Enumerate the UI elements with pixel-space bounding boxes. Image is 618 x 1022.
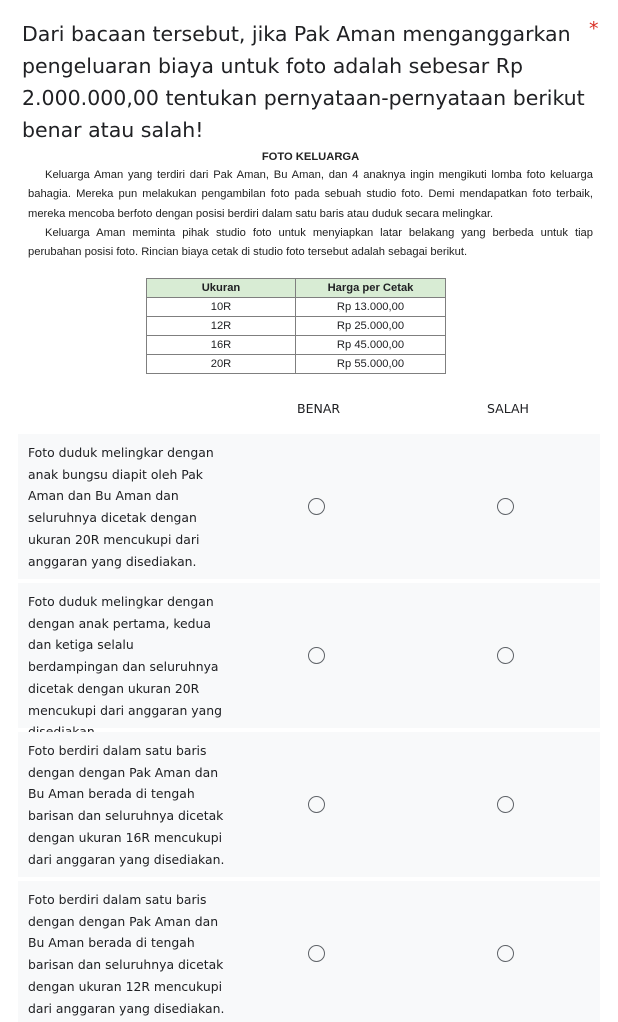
cell-size: 10R bbox=[147, 298, 296, 317]
row-statement: Foto duduk melingkar dengan dengan anak pertama, kedua dan ketiga selalu berdampingan dan seluruhnya dicetak dengan ukuran 20R mencukupi dari anggaran yang bbox=[28, 594, 222, 718]
required-star: * bbox=[589, 18, 599, 40]
cell-price: Rp 45.000,00 bbox=[296, 336, 446, 355]
radio-salah[interactable] bbox=[497, 498, 514, 515]
table-row bbox=[147, 355, 446, 374]
reading-paragraph-1: Keluarga Aman yang terdiri dari Pak Aman, Bu Aman, dan 4 anaknya ingin mengikuti lomba foto keluarga bahagia. Mereka pun melakukan pengambilan foto pada sebuah studio foto. Demi mendapatkan foto terbaik, mereka mencoba berfoto dengan posisi berdiri dalam satu baris atau duduk secara melingkar. bbox=[28, 169, 593, 220]
grid-row bbox=[18, 583, 600, 728]
row-statement: Foto berdiri dalam satu baris dengan dengan Pak Aman dan Bu Aman berada di tengah barisan dan seluruhnya dicetak dengan ukuran 16R mencukupi dari anggaran yang disediakan. bbox=[28, 743, 225, 867]
column-header-salah: SALAH bbox=[487, 401, 529, 416]
grid-row bbox=[18, 881, 600, 1022]
grid-row bbox=[18, 732, 600, 877]
column-header-benar: BENAR bbox=[297, 401, 341, 416]
radio-salah[interactable] bbox=[497, 796, 514, 813]
cell-size: 20R bbox=[147, 355, 296, 374]
radio-benar[interactable] bbox=[308, 647, 325, 664]
radio-salah[interactable] bbox=[497, 647, 514, 664]
radio-benar[interactable] bbox=[308, 945, 325, 962]
cell-price: Rp 13.000,00 bbox=[296, 298, 446, 317]
radio-benar[interactable] bbox=[308, 498, 325, 515]
price-table-header bbox=[147, 279, 446, 298]
radio-benar[interactable] bbox=[308, 796, 325, 813]
grid-row bbox=[18, 434, 600, 579]
cell-size: 16R bbox=[147, 336, 296, 355]
question-title: Dari bacaan tersebut, jika Pak Aman menganggarkan pengeluaran biaya untuk foto adalah sebesar Rp 2.000.000,00 tentukan pernyataan-pernyataan berikut benar atau salah! bbox=[22, 22, 585, 142]
cell-price: Rp 25.000,00 bbox=[296, 317, 446, 336]
reading-title: FOTO KELUARGA bbox=[261, 151, 360, 163]
table-row bbox=[147, 298, 446, 317]
price-table bbox=[146, 278, 446, 374]
row-statement: Foto berdiri dalam satu baris dengan dengan Pak Aman dan Bu Aman berada di tengah barisan dan seluruhnya dicetak dengan ukuran 12R mencukupi dari anggaran yang disediakan. bbox=[28, 892, 225, 1016]
cell-size: 12R bbox=[147, 317, 296, 336]
cell-price: Rp 55.000,00 bbox=[296, 355, 446, 374]
header-ukuran: Ukuran bbox=[147, 279, 296, 298]
table-row bbox=[147, 336, 446, 355]
table-row bbox=[147, 317, 446, 336]
header-harga: Harga per Cetak bbox=[296, 279, 446, 298]
radio-salah[interactable] bbox=[497, 945, 514, 962]
reading-passage bbox=[28, 148, 593, 262]
row-statement: Foto duduk melingkar dengan anak bungsu diapit oleh Pak Aman dan Bu Aman dan seluruhnya dicetak dengan ukuran 20R mencukupi dari anggaran yang disediakan. bbox=[28, 445, 214, 569]
reading-paragraph-2: Keluarga Aman meminta pihak studio foto untuk menyiapkan latar belakang yang berbeda untuk tiap perubahan posisi foto. Rincian biaya cetak di studio foto tersebut adalah sebagai berikut. bbox=[28, 226, 593, 259]
